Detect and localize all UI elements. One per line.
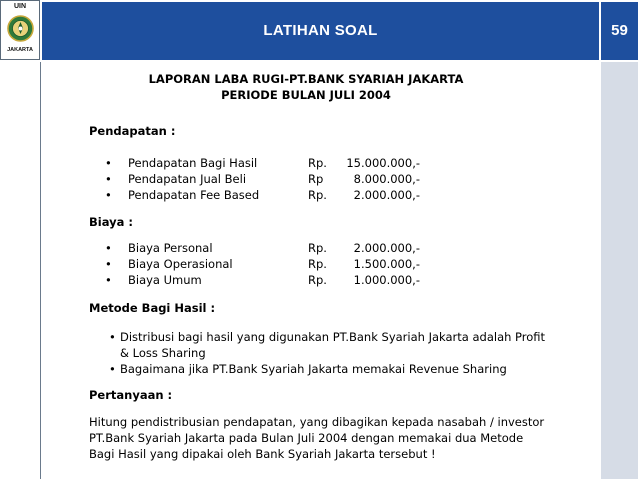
pertanyaan-heading: Pertanyaan : <box>89 388 173 402</box>
report-title-line2: PERIODE BULAN JULI 2004 <box>221 88 391 102</box>
item-amount: 2.000.000,- <box>353 188 420 202</box>
question-line: Hitung pendistribusian pendapatan, yang dibagikan kepada nasabah / investor <box>89 415 545 429</box>
item-currency: Rp. <box>308 273 327 287</box>
logo-bottom-text: JAKARTA <box>7 47 33 53</box>
item-amount: 15.000.000,- <box>346 156 420 170</box>
item-label: Biaya Operasional <box>128 257 233 271</box>
bullet-icon: • <box>105 241 112 255</box>
list-item <box>105 329 565 361</box>
bullet-icon: • <box>105 172 112 186</box>
item-currency: Rp. <box>308 188 327 202</box>
item-text-line: Bagaimana jika PT.Bank Syariah Jakarta memakai Revenue Sharing <box>120 362 507 376</box>
item-label: Biaya Personal <box>128 241 213 255</box>
bullet-icon: • <box>105 188 112 202</box>
bullet-icon: • <box>109 362 116 376</box>
item-label: Pendapatan Bagi Hasil <box>128 156 258 170</box>
item-text-line: Distribusi bagi hasil yang digunakan PT.Bank Syariah Jakarta adalah Profit <box>120 330 546 344</box>
question-line: PT.Bank Syariah Jakarta pada Bulan Juli 2004 dengan memakai dua Metode <box>89 431 524 445</box>
item-label: Pendapatan Fee Based <box>128 188 260 202</box>
report-title <box>54 71 558 103</box>
item-label: Biaya Umum <box>128 273 202 287</box>
item-amount: 1.000.000,- <box>353 273 420 287</box>
title-bar <box>42 2 599 60</box>
item-currency: Rp. <box>308 156 327 170</box>
page-number: 59 <box>611 22 628 39</box>
item-amount: 1.500.000,- <box>353 257 420 271</box>
list-item <box>105 361 565 377</box>
report-title-line1: LAPORAN LABA RUGI-PT.BANK SYARIAH JAKARTA <box>148 72 464 86</box>
slide-title: LATIHAN SOAL <box>263 22 378 39</box>
left-divider <box>40 62 41 479</box>
right-side-stripe <box>601 62 638 479</box>
bullet-icon: • <box>105 257 112 271</box>
logo-top-text: UIN <box>13 3 27 10</box>
seal-icon <box>7 14 34 43</box>
bullet-icon: • <box>105 273 112 287</box>
item-currency: Rp. <box>308 241 327 255</box>
bullet-icon: • <box>109 330 116 344</box>
question-paragraph <box>89 414 559 462</box>
item-label: Pendapatan Jual Beli <box>128 172 247 186</box>
biaya-heading: Biaya : <box>89 215 133 229</box>
metode-heading: Metode Bagi Hasil : <box>89 301 216 315</box>
item-currency: Rp <box>308 172 324 186</box>
item-text <box>120 361 565 377</box>
item-amount: 2.000.000,- <box>353 241 420 255</box>
slide-header <box>0 0 638 62</box>
item-text-line: & Loss Sharing <box>120 346 206 360</box>
page-number-box <box>601 2 638 60</box>
uin-logo <box>0 0 40 60</box>
question-line: Bagi Hasil yang dipakai oleh Bank Syariah Jakarta tersebut ! <box>89 447 436 461</box>
item-currency: Rp. <box>308 257 327 271</box>
item-amount: 8.000.000,- <box>353 172 420 186</box>
pendapatan-heading: Pendapatan : <box>89 124 176 138</box>
item-text <box>120 329 565 361</box>
bullet-icon: • <box>105 156 112 170</box>
